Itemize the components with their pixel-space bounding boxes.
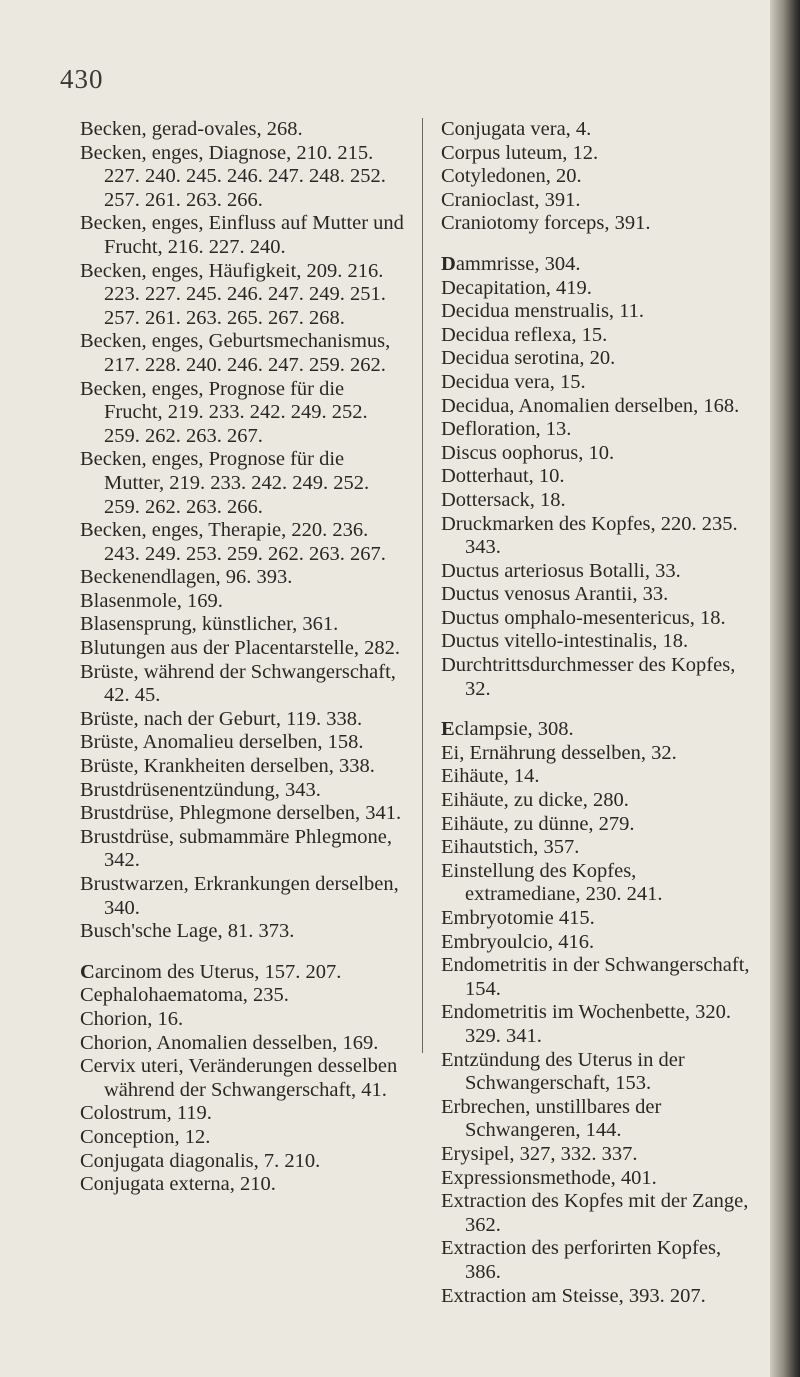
page-number: 430	[60, 64, 104, 94]
index-entry: Eihäute, zu dünne, 279.	[441, 812, 635, 835]
index-entry: Brustdrüse, Phlegmone derselben, 341.	[80, 802, 402, 825]
index-entry: Blasenmole, 169.	[80, 589, 223, 612]
index-entry: Decidua vera, 15.	[441, 370, 586, 393]
index-entry: Craniotomy forceps, 391.	[441, 212, 651, 235]
index-entry: Becken, gerad-ovales, 268.	[80, 118, 303, 140]
index-entry: Chorion, Anomalien desselben, 169.	[80, 1031, 379, 1054]
section-initial-letter: C	[80, 960, 95, 983]
index-column-left	[80, 118, 404, 1197]
index-column-right	[441, 118, 753, 1308]
index-entry: Conjugata vera, 4.	[441, 118, 592, 140]
index-entry: Colostrum, 119.	[80, 1102, 212, 1125]
index-entry: Cranioclast, 391.	[441, 188, 581, 211]
index-entry: Decidua, Anomalien derselben, 168.	[441, 394, 740, 417]
index-entry: Cephalohaematoma, 235.	[80, 984, 289, 1007]
index-entry: Decidua serotina, 20.	[441, 347, 616, 370]
index-entry: Durchtrittsdurchmesser des Kopfes, 32.	[441, 654, 736, 700]
index-entry: Ductus vitello-intestinalis, 18.	[441, 630, 689, 653]
index-entry: Becken, enges, Diagnose, 210. 215. 227. 240. 245. 246. 247. 248. 252. 257. 261. 263. 266.	[80, 141, 386, 211]
index-entry: Entzündung des Uterus in der Schwangerschaft, 153.	[441, 1048, 685, 1095]
index-entry: Becken, enges, Einfluss auf Mutter und Frucht, 216. 227. 240.	[80, 212, 404, 258]
index-entry: Discus oophorus, 10.	[441, 441, 615, 464]
index-entry: Becken, enges, Therapie, 220. 236. 243. 249. 253. 259. 262. 263. 267.	[80, 519, 386, 565]
index-entry: Eihautstich, 357.	[441, 836, 580, 859]
index-entry: Cervix uteri, Veränderungen desselben während der Schwangerschaft, 41.	[80, 1055, 398, 1101]
index-entry: Becken, enges, Häufigkeit, 209. 216. 223. 227. 245. 246. 247. 249. 251. 257. 261. 263. 265. 267. 268.	[80, 259, 386, 329]
index-entry: Dammrisse, 304.	[441, 252, 581, 275]
index-entry: Druckmarken des Kopfes, 220. 235. 343.	[441, 512, 738, 559]
index-entry: Ductus omphalo-mesentericus, 18.	[441, 606, 726, 629]
index-entry: Busch'sche Lage, 81. 373.	[80, 920, 295, 943]
index-entry: Corpus luteum, 12.	[441, 141, 599, 164]
page-edge-shadow	[770, 0, 800, 1377]
index-entry: Ei, Ernährung desselben, 32.	[441, 741, 677, 764]
index-entry: Endometritis in der Schwangerschaft, 154.	[441, 954, 750, 1000]
index-entry: Conjugata externa, 210.	[80, 1173, 276, 1196]
index-entry: Ductus venosus Arantii, 33.	[441, 583, 669, 606]
index-entry: Eihäute, 14.	[441, 765, 540, 788]
index-entry: Brüste, Anomalieu derselben, 158.	[80, 731, 364, 754]
index-entry: Defloration, 13.	[441, 418, 572, 441]
index-entry: Embryoulcio, 416.	[441, 930, 595, 953]
index-entry: Extraction am Steisse, 393. 207.	[441, 1284, 706, 1307]
index-entry: Beckenendlagen, 96. 393.	[80, 566, 293, 589]
index-entry: Becken, enges, Geburtsmechanismus, 217. 228. 240. 246. 247. 259. 262.	[80, 330, 391, 376]
index-entry: Extraction des Kopfes mit der Zange, 362.	[441, 1190, 749, 1236]
index-entry: Blasensprung, künstlicher, 361.	[80, 613, 339, 636]
index-entry: Embryotomie 415.	[441, 907, 595, 929]
column-divider	[422, 118, 423, 1053]
index-entry: Brustwarzen, Erkrankungen derselben, 340.	[80, 873, 399, 919]
index-entry: Dotterhaut, 10.	[441, 465, 565, 488]
index-entry: Expressionsmethode, 401.	[441, 1166, 657, 1189]
section-initial-letter: E	[441, 718, 455, 741]
index-entry: Ductus arteriosus Botalli, 33.	[441, 559, 681, 582]
index-entry: Brüste, nach der Geburt, 119. 338.	[80, 707, 363, 730]
index-entry: Blutungen aus der Placentarstelle, 282.	[80, 637, 400, 660]
index-entry: Decidua reflexa, 15.	[441, 323, 608, 346]
index-entry: Chorion, 16.	[80, 1007, 184, 1030]
index-entry: Brustdrüse, submammäre Phlegmone, 342.	[80, 825, 393, 872]
index-entry: Eihäute, zu dicke, 280.	[441, 789, 629, 812]
index-entry: Cotyledonen, 20.	[441, 165, 582, 188]
index-entry: Conjugata diagonalis, 7. 210.	[80, 1149, 321, 1172]
index-entry: Becken, enges, Prognose für die Mutter, 219. 233. 242. 249. 252. 259. 262. 263. 266.	[80, 448, 370, 518]
index-entry: Carcinom des Uterus, 157. 207.	[80, 960, 342, 983]
index-entry: Einstellung des Kopfes, extramediane, 230. 241.	[441, 859, 663, 906]
index-entry: Erbrechen, unstillbares der Schwangeren, 144.	[441, 1095, 662, 1142]
index-entry: Erysipel, 327, 332. 337.	[441, 1142, 638, 1165]
index-entry: Extraction des perforirten Kopfes, 386.	[441, 1237, 722, 1283]
index-entry: Conception, 12.	[80, 1125, 211, 1148]
index-entry: Brüste, Krankheiten derselben, 338.	[80, 755, 375, 778]
index-entry: Decapitation, 419.	[441, 276, 592, 299]
index-entry: Endometritis im Wochenbette, 320. 329. 341.	[441, 1001, 732, 1047]
index-entry: Decidua menstrualis, 11.	[441, 300, 645, 323]
index-entry: Brüste, während der Schwangerschaft, 42. 45.	[80, 660, 396, 707]
index-entry: Becken, enges, Prognose für die Frucht, 219. 233. 242. 249. 252. 259. 262. 263. 267.	[80, 377, 368, 447]
index-entry: Brustdrüsenentzündung, 343.	[80, 778, 321, 801]
index-entry: Eclampsie, 308.	[441, 718, 574, 741]
index-entry: Dottersack, 18.	[441, 488, 566, 511]
section-initial-letter: D	[441, 252, 456, 275]
